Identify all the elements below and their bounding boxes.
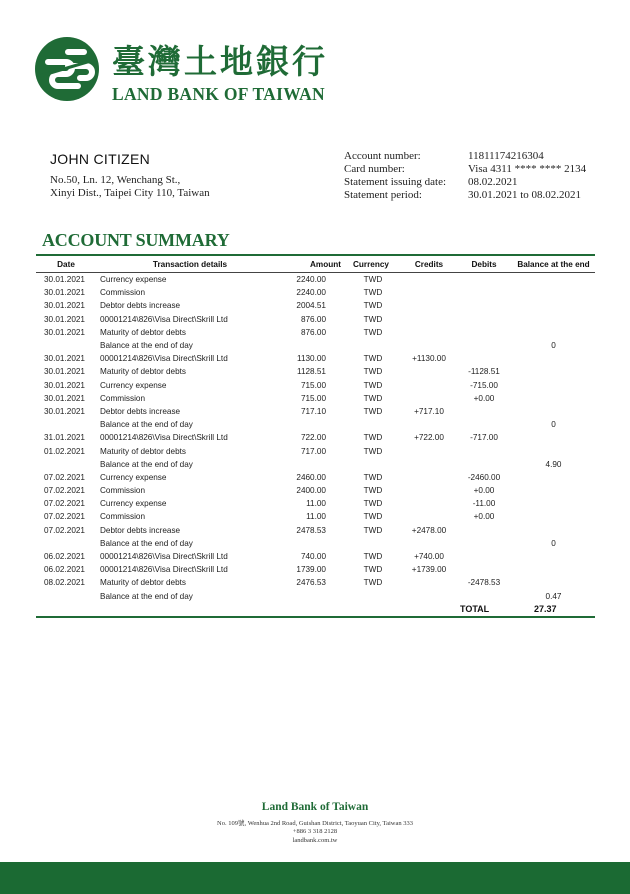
issue-date-label: Statement issuing date: [344,176,447,188]
table-row [36,497,595,510]
cell-details: Debtor debts increase [100,525,181,535]
cell-date: 30.01.2021 [44,393,85,403]
header-amount: Amount [310,259,341,269]
cell-credit: +722.00 [414,433,444,443]
cell-details: Balance at the end of day [100,420,193,430]
table-row [36,365,595,378]
cell-date: 30.01.2021 [44,275,85,285]
total-value: 27.37 [534,604,557,614]
account-info [344,150,586,202]
cell-amount: 2240.00 [296,288,326,298]
cell-currency: TWD [363,288,383,298]
cell-currency: TWD [363,433,383,443]
cell-details: 00001214\826\Visa Direct\Skrill Ltd [100,565,228,575]
cell-details: Maturity of debtor debts [100,327,187,337]
cell-date: 07.02.2021 [44,499,85,509]
table-body [36,273,595,603]
cell-balance: 4.90 [545,459,562,469]
cell-date: 07.02.2021 [44,472,85,482]
cell-details: 00001214\826\Visa Direct\Skrill Ltd [100,433,228,443]
cell-details: Currency expense [100,380,167,390]
cell-credit: +740.00 [414,552,444,562]
cell-amount: 11.00 [306,512,326,522]
issue-date-value: 08.02.2021 [468,176,518,188]
cell-date: 31.01.2021 [44,433,85,443]
header-currency: Currency [353,259,389,269]
cell-details: Balance at the end of day [100,341,193,351]
table-row [36,286,595,299]
cell-amount: 11.00 [306,499,326,509]
statement-period-value: 30.01.2021 to 08.02.2021 [468,189,582,201]
cell-currency: TWD [363,354,383,364]
cell-amount: 876.00 [300,327,326,337]
total-row [36,603,595,617]
cell-debit: +0.00 [473,393,495,403]
table-row [36,550,595,563]
cell-details: Balance at the end of day [100,538,193,548]
table-row [36,537,595,550]
cell-currency: TWD [363,380,383,390]
table-row [36,339,595,352]
cell-currency: TWD [363,406,383,416]
cell-date: 30.01.2021 [44,314,85,324]
cell-currency: TWD [363,275,383,285]
table-row [36,299,595,312]
cell-details: Currency expense [100,275,167,285]
cell-date: 07.02.2021 [44,512,85,522]
cell-currency: TWD [363,578,383,588]
cell-details: Maturity of debtor debts [100,367,187,377]
cell-date: 30.01.2021 [44,354,85,364]
cell-amount: 740.00 [300,552,326,562]
footer-phone: +886 3 318 2128 [292,828,338,835]
cell-currency: TWD [363,446,383,456]
table-row [36,352,595,365]
card-number-value: Visa 4311 **** **** 2134 [468,163,587,175]
card-number-label: Card number: [344,163,405,175]
cell-amount: 2476.53 [296,578,326,588]
table-row [36,379,595,392]
cell-date: 30.01.2021 [44,327,85,337]
cell-amount: 2004.51 [296,301,326,311]
cell-details: Currency expense [100,499,167,509]
table-row [36,563,595,576]
cell-debit: -717.00 [470,433,498,443]
cell-details: 00001214\826\Visa Direct\Skrill Ltd [100,354,228,364]
cell-currency: TWD [363,472,383,482]
statement-period-label: Statement period: [344,189,422,201]
cell-balance: 0 [551,420,556,430]
cell-currency: TWD [363,314,383,324]
cell-date: 30.01.2021 [44,301,85,311]
cell-amount: 2478.53 [296,525,326,535]
cell-credit: +1739.00 [411,565,447,575]
cell-details: Commission [100,486,146,496]
customer-name: JOHN CITIZEN [50,151,151,167]
account-number-row [344,150,586,163]
table-row [36,313,595,326]
cell-debit: -2460.00 [467,472,501,482]
header-debits: Debits [471,259,497,269]
customer-address [50,174,210,200]
footer-bank-name: Land Bank of Taiwan [261,801,369,813]
cell-amount: 717.00 [300,446,326,456]
address-line-2: Xinyi Dist., Taipei City 110, Taiwan [50,187,210,199]
footer-web: landbank.com.tw [292,837,338,844]
table-header [36,256,595,273]
issue-date-row [344,176,586,189]
table-row [36,484,595,497]
cell-details: Maturity of debtor debts [100,446,187,456]
land-bank-logo-icon [34,36,100,102]
cell-debit: -2478.53 [467,578,501,588]
table-row [36,418,595,431]
cell-amount: 1130.00 [297,354,326,364]
bank-name-chinese: 臺灣土地銀行 [112,42,328,81]
account-summary-title: ACCOUNT SUMMARY [42,230,230,250]
account-number-value: 11811174216304 [468,150,544,162]
cell-details: 00001214\826\Visa Direct\Skrill Ltd [100,552,228,562]
cell-details: Balance at the end of day [100,591,193,601]
cell-date: 08.02.2021 [44,578,85,588]
footer-bar [0,862,630,894]
transactions-table [36,254,595,603]
cell-balance: 0.47 [545,591,562,601]
cell-amount: 715.00 [300,380,326,390]
cell-amount: 2400.00 [296,486,326,496]
cell-date: 07.02.2021 [44,525,85,535]
cell-amount: 1128.51 [297,367,326,377]
cell-details: Debtor debts increase [100,301,181,311]
cell-currency: TWD [363,499,383,509]
cell-currency: TWD [363,512,383,522]
cell-currency: TWD [363,327,383,337]
cell-date: 30.01.2021 [44,406,85,416]
table-row [36,273,595,286]
header-balance: Balance at the end [517,259,590,269]
cell-details: Commission [100,393,146,403]
cell-details: Commission [100,288,146,298]
table-row [36,431,595,444]
cell-date: 06.02.2021 [44,552,85,562]
cell-details: Commission [100,512,146,522]
account-number-label: Account number: [344,150,421,162]
table-bottom-rule [36,616,595,618]
footer-address: No. 109號, Wenhua 2nd Road, Guishan District, Taoyuan City, Taiwan 333 [217,820,413,827]
cell-currency: TWD [363,565,383,575]
card-number-row [344,163,586,176]
table-row [36,444,595,457]
cell-date: 06.02.2021 [44,565,85,575]
header-date: Date [57,259,75,269]
total-label: TOTAL [460,604,490,614]
bank-name-english: LAND BANK OF TAIWAN [112,84,325,104]
cell-balance: 0 [551,538,556,548]
cell-details: Debtor debts increase [100,406,181,416]
cell-debit: +0.00 [473,512,495,522]
cell-debit: +0.00 [473,486,495,496]
header-credits: Credits [414,259,444,269]
cell-amount: 722.00 [300,433,326,443]
table-row [36,524,595,537]
cell-credit: +2478.00 [411,525,447,535]
cell-date: 01.02.2021 [44,446,85,456]
table-row [36,576,595,589]
table-row [36,471,595,484]
cell-credit: +717.10 [414,406,444,416]
cell-credit: +1130.00 [412,354,446,364]
table-row [36,458,595,471]
cell-amount: 1739.00 [296,565,326,575]
cell-date: 30.01.2021 [44,367,85,377]
cell-currency: TWD [363,525,383,535]
cell-amount: 715.00 [300,393,326,403]
cell-date: 07.02.2021 [44,486,85,496]
cell-currency: TWD [363,301,383,311]
cell-currency: TWD [363,367,383,377]
cell-balance: 0 [551,341,556,351]
statement-period-row [344,189,586,202]
cell-date: 30.01.2021 [44,288,85,298]
table-row [36,392,595,405]
table-row [36,405,595,418]
cell-amount: 717.10 [300,406,326,416]
cell-debit: -715.00 [470,380,498,390]
cell-details: 00001214\826\Visa Direct\Skrill Ltd [100,314,228,324]
cell-amount: 876.00 [300,314,326,324]
cell-date: 30.01.2021 [44,380,85,390]
cell-currency: TWD [363,393,383,403]
address-line-1: No.50, Ln. 12, Wenchang St., [50,174,181,186]
cell-details: Balance at the end of day [100,459,193,469]
cell-details: Maturity of debtor debts [100,578,187,588]
table-row [36,590,595,603]
cell-currency: TWD [363,552,383,562]
cell-currency: TWD [363,486,383,496]
cell-amount: 2460.00 [296,472,326,482]
cell-debit: -1128.51 [468,367,500,377]
cell-details: Currency expense [100,472,167,482]
cell-debit: -11.00 [472,499,496,509]
table-row [36,510,595,523]
cell-amount: 2240.00 [296,275,326,285]
header-details: Transaction details [152,259,228,269]
table-row [36,326,595,339]
